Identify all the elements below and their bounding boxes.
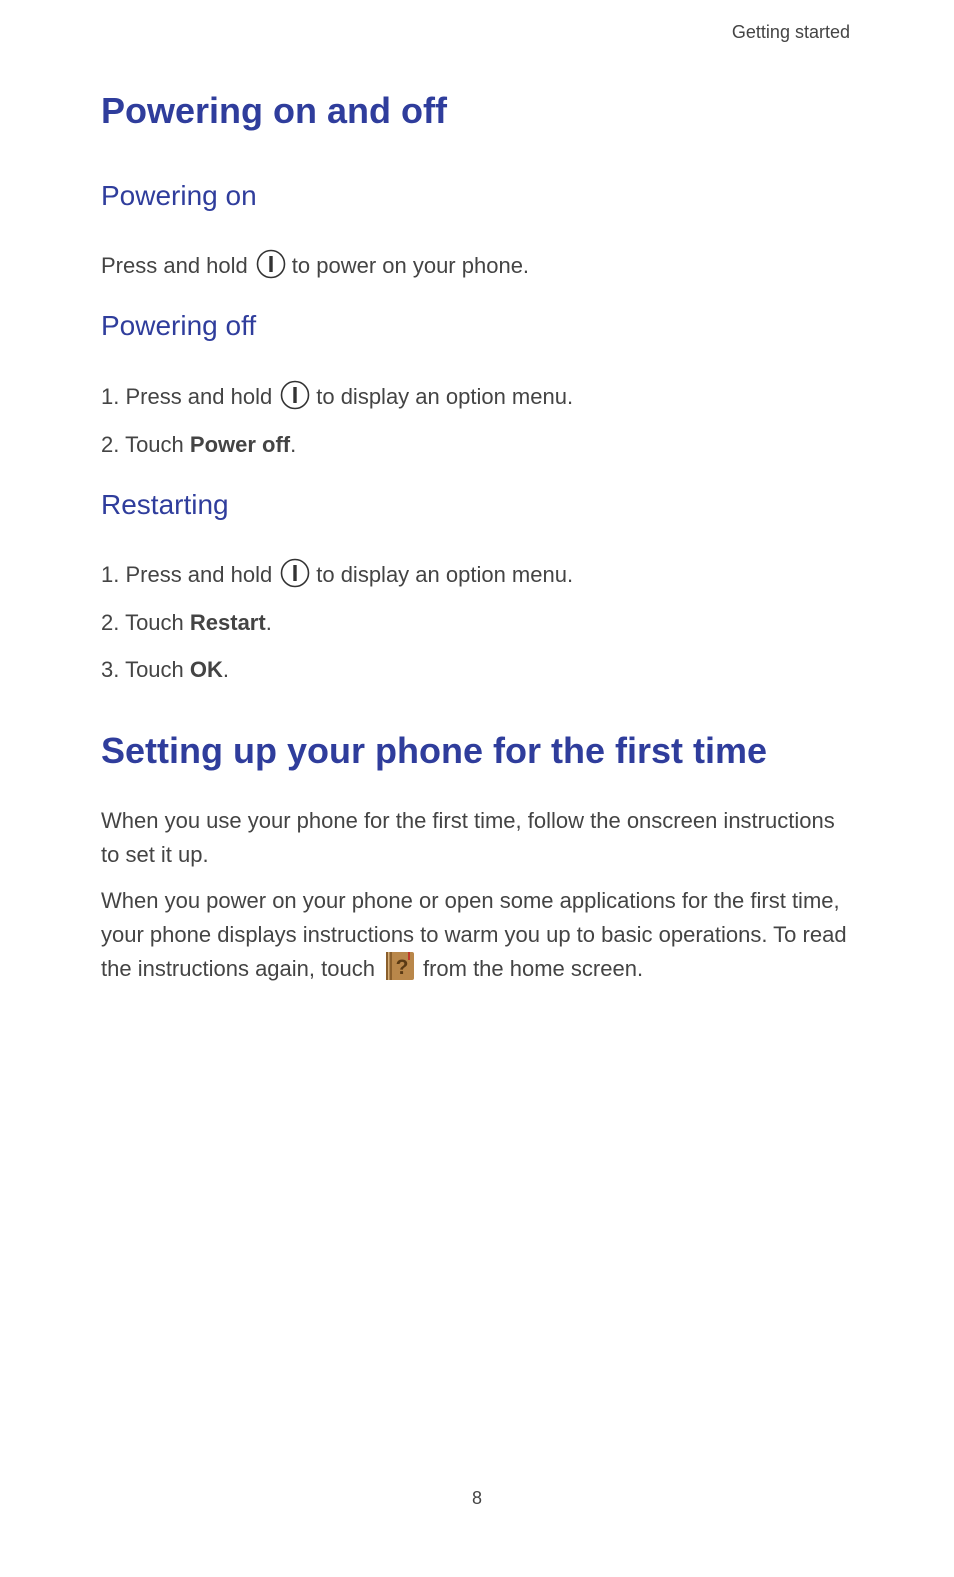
page-number: 8 (471, 1488, 482, 1508)
ui-term-restart: Restart (189, 610, 266, 635)
powering-off-step-2 (101, 428, 296, 462)
step-text: 1. Press and hold (101, 384, 273, 409)
power-icon (280, 380, 310, 410)
step-text: to display an option menu. (316, 384, 574, 409)
subheading-powering-on: Powering on (101, 180, 257, 211)
restarting-step-3 (101, 653, 229, 687)
svg-text:?: ? (395, 956, 409, 980)
step-text: 1. Press and hold (101, 562, 273, 587)
power-icon (256, 249, 286, 279)
heading-powering-on-and-off: Powering on and off (101, 90, 447, 131)
setup-paragraph-2 (101, 884, 853, 986)
paragraph-text: When you power on your phone or open some applications for the first time, your phone displays instructions to warm you up to basic operations. To read the instructions again, touch (101, 888, 847, 981)
step-text: 2. Touch (101, 432, 190, 457)
step-text: . (222, 657, 230, 682)
powering-off-step-1 (101, 380, 573, 414)
ui-term-ok: OK (189, 657, 223, 682)
power-icon (280, 558, 310, 588)
subheading-restarting: Restarting (101, 489, 229, 520)
help-icon (385, 951, 415, 981)
ui-term-power-off: Power off (189, 432, 291, 457)
heading-setting-up-phone: Setting up your phone for the first time (101, 730, 767, 771)
powering-on-step (101, 249, 529, 283)
step-text: to display an option menu. (316, 562, 574, 587)
step-text: . (290, 432, 297, 457)
setup-paragraph-1: When you use your phone for the first time, follow the onscreen instructions to set it up. (101, 808, 835, 867)
paragraph-text: from the home screen. (422, 956, 644, 981)
running-header: Getting started (731, 22, 850, 42)
step-text: 2. Touch (101, 610, 190, 635)
step-text: Press and hold (101, 253, 248, 278)
step-text: 3. Touch (101, 657, 190, 682)
restarting-step-2 (101, 606, 272, 640)
step-text: to power on your phone. (291, 253, 530, 278)
subheading-powering-off: Powering off (101, 310, 257, 341)
restarting-step-1 (101, 558, 573, 592)
step-text: . (265, 610, 272, 635)
